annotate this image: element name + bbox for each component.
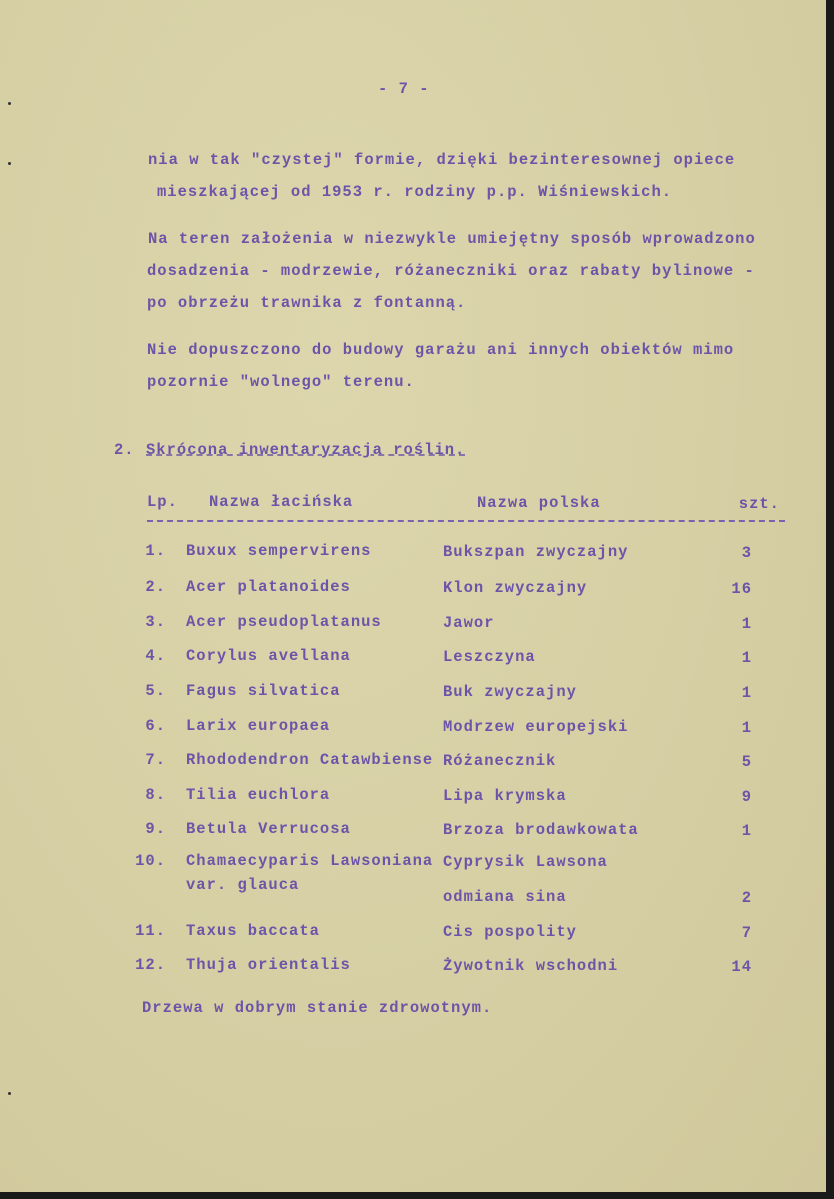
row-number: 6. <box>145 717 166 735</box>
polish-name: Modrzew europejski <box>443 718 629 736</box>
row-number: 10. <box>135 852 166 870</box>
latin-name: Taxus baccata <box>186 922 320 940</box>
latin-name-cont: var. glauca <box>186 876 300 894</box>
header-lp: Lp. <box>147 493 178 511</box>
footer-note: Drzewa w dobrym stanie zdrowotnym. <box>142 999 493 1017</box>
quantity: 1 <box>741 615 752 633</box>
header-polish: Nazwa polska <box>477 494 601 512</box>
latin-name: Betula Verrucosa <box>186 820 351 838</box>
polish-name: Cis pospolity <box>443 923 577 941</box>
quantity: 3 <box>741 544 752 562</box>
latin-name: Fagus silvatica <box>186 682 341 700</box>
polish-name: Leszczyna <box>443 648 536 666</box>
polish-name: Jawor <box>443 614 495 632</box>
row-number: 11. <box>135 922 166 940</box>
quantity: 9 <box>741 788 752 806</box>
quantity: 1 <box>741 684 752 702</box>
polish-name: Brzoza brodawkowata <box>443 821 639 839</box>
row-number: 2. <box>145 578 166 596</box>
header-qty: szt. <box>738 495 780 513</box>
row-number: 1. <box>145 542 166 560</box>
row-number: 5. <box>145 682 166 700</box>
quantity: 1 <box>741 649 752 667</box>
quantity: 16 <box>731 580 752 598</box>
polish-name: Buk zwyczajny <box>443 683 577 701</box>
quantity: 14 <box>731 958 752 976</box>
quantity: 7 <box>741 924 752 942</box>
polish-name: Bukszpan zwyczajny <box>443 543 629 561</box>
paragraph-line: pozornie "wolnego" terenu. <box>147 373 415 391</box>
latin-name: Corylus avellana <box>186 647 351 665</box>
header-divider <box>147 520 785 522</box>
latin-name: Acer platanoides <box>186 578 351 596</box>
punch-mark <box>8 102 11 105</box>
row-number: 9. <box>145 820 166 838</box>
punch-mark <box>8 162 11 165</box>
paragraph-line: dosadzenia - modrzewie, różaneczniki oraz rabaty bylinowe - <box>147 262 755 280</box>
row-number: 7. <box>145 751 166 769</box>
polish-name: Cyprysik Lawsona <box>443 853 608 871</box>
polish-name: Różanecznik <box>443 752 557 770</box>
row-number: 12. <box>135 956 166 974</box>
polish-name: Żywotnik wschodni <box>443 957 619 975</box>
paragraph-line: mieszkającej od 1953 r. rodziny p.p. Wiśniewskich. <box>157 183 673 201</box>
paragraph-line: nia w tak "czystej" formie, dzięki bezinteresownej opiece <box>148 151 736 169</box>
latin-name: Tilia euchlora <box>186 786 331 804</box>
quantity: 1 <box>741 719 752 737</box>
paragraph-line: Nie dopuszczono do budowy garażu ani innych obiektów mimo <box>147 341 735 359</box>
row-number: 4. <box>145 647 166 665</box>
header-latin: Nazwa łacińska <box>209 493 354 511</box>
latin-name: Larix europaea <box>186 717 331 735</box>
quantity: 1 <box>741 822 752 840</box>
quantity: 2 <box>741 889 752 907</box>
latin-name: Buxux sempervirens <box>186 542 372 560</box>
latin-name: Chamaecyparis Lawsoniana <box>186 852 434 870</box>
row-number: 8. <box>145 786 166 804</box>
paragraph-line: Na teren założenia w niezwykle umiejętny sposób wprowadzono <box>148 230 756 248</box>
paragraph-line: po obrzeżu trawnika z fontanną. <box>147 294 467 312</box>
latin-name: Rhododendron Catawbiense <box>186 751 434 769</box>
quantity: 5 <box>741 753 752 771</box>
latin-name: Acer pseudoplatanus <box>186 613 382 631</box>
latin-name: Thuja orientalis <box>186 956 351 974</box>
section-number: 2. <box>114 441 135 459</box>
polish-name: Lipa krymska <box>443 787 567 805</box>
page-number: - 7 - <box>378 80 430 98</box>
polish-name: Klon zwyczajny <box>443 579 588 597</box>
punch-mark <box>8 1092 11 1095</box>
row-number: 3. <box>145 613 166 631</box>
section-title: Skrócona inwentaryzacja roślin. <box>146 441 466 459</box>
polish-name-cont: odmiana sina <box>443 888 567 906</box>
